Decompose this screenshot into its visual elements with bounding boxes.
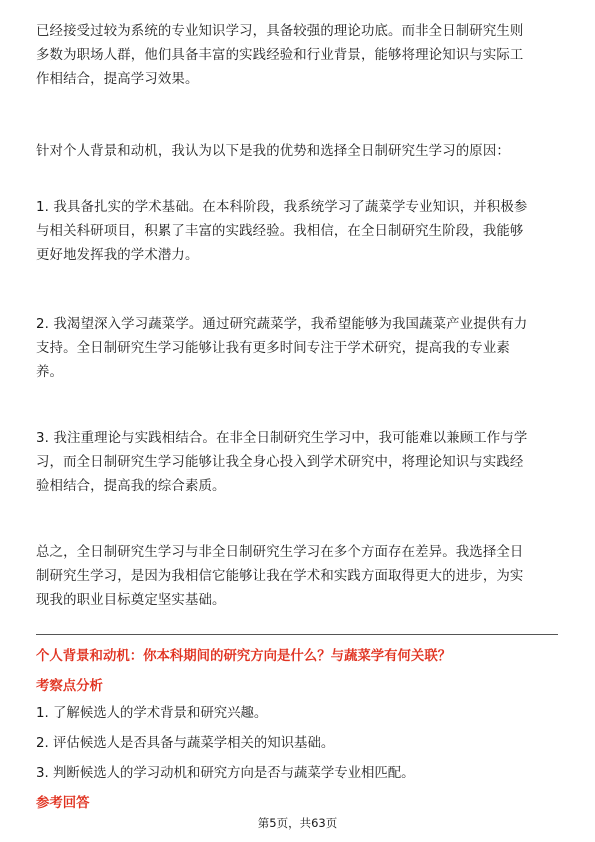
analysis-heading: 考察点分析 — [36, 679, 103, 694]
text-line: 现我的职业目标奠定坚实基础。 — [36, 593, 226, 608]
analysis-point: 3. 判断候选人的学习动机和研究方向是否与蔬菜学专业相匹配。 — [36, 766, 415, 781]
paragraph-reason-1 — [36, 196, 564, 268]
text-line: 验相结合，提高我的综合素质。 — [36, 479, 226, 494]
text-line: 3. 我注重理论与实践相结合。在非全日制研究生学习中，我可能难以兼顾工作与学 — [36, 431, 528, 446]
paragraph-reasons-lead — [36, 140, 564, 164]
paragraph-intro-continuation — [36, 20, 564, 92]
text-line: 制研究生学习，是因为我相信它能够让我在学术和实践方面取得更大的进步，为实 — [36, 569, 524, 584]
text-line: 养。 — [36, 365, 64, 380]
paragraph-conclusion — [36, 541, 564, 613]
paragraph-reason-2 — [36, 313, 564, 385]
text-line: 更好地发挥我的学术潜力。 — [36, 248, 199, 263]
text-line: 与相关科研项目，积累了丰富的实践经验。我相信，在全日制研究生阶段，我能够 — [36, 224, 524, 239]
text-line: 已经接受过较为系统的专业知识学习，具备较强的理论功底。而非全日制研究生则 — [36, 24, 524, 39]
analysis-point: 2. 评估候选人是否具备与蔬菜学相关的知识基础。 — [36, 736, 335, 751]
analysis-point: 1. 了解候选人的学术背景和研究兴趣。 — [36, 706, 268, 721]
interview-question: 个人背景和动机：你本科期间的研究方向是什么？与蔬菜学有何关联？ — [36, 649, 452, 664]
text-line: 多数为职场人群，他们具备丰富的实践经验和行业背景，能够将理论知识与实际工 — [36, 48, 524, 63]
section-divider — [36, 634, 558, 635]
text-line: 作相结合，提高学习效果。 — [36, 72, 199, 87]
text-line: 支持。全日制研究生学习能够让我有更多时间专注于学术研究，提高我的专业素 — [36, 341, 510, 356]
reference-answer-heading: 参考回答 — [36, 796, 90, 811]
text-line: 针对个人背景和动机，我认为以下是我的优势和选择全日制研究生学习的原因： — [36, 144, 510, 159]
text-line: 习，而全日制研究生学习能够让我全身心投入到学术研究中，将理论知识与实践经 — [36, 455, 524, 470]
text-line: 2. 我渴望深入学习蔬菜学。通过研究蔬菜学，我希望能够为我国蔬菜产业提供有力 — [36, 317, 528, 332]
page-number: 第5页，共63页 — [257, 816, 338, 830]
text-line: 总之，全日制研究生学习与非全日制研究生学习在多个方面存在差异。我选择全日 — [36, 545, 524, 560]
paragraph-reason-3 — [36, 427, 564, 499]
text-line: 1. 我具备扎实的学术基础。在本科阶段，我系统学习了蔬菜学专业知识，并积极参 — [36, 200, 528, 215]
